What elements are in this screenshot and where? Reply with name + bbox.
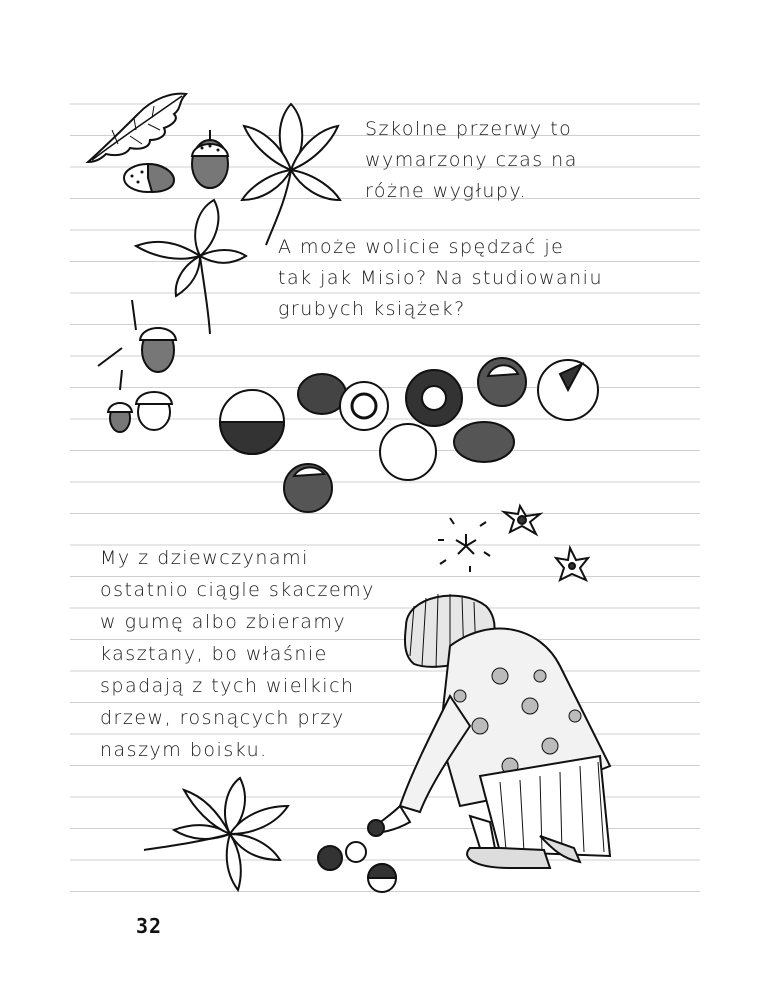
paragraph-misio: [278, 232, 603, 325]
text-line: Szkolne przerwy to: [365, 118, 573, 140]
text-line: spadają z tych wielkich: [100, 675, 355, 697]
text-line: ostatnio ciągle skaczemy: [100, 579, 375, 601]
page-number: 32: [136, 914, 163, 938]
text-line: My z dziewczynami: [100, 547, 309, 569]
text-line: A może wolicie spędzać je: [278, 236, 565, 258]
text-line: tak jak Misio? Na studiowaniu: [278, 267, 603, 289]
text-line: grubych książek?: [278, 298, 466, 320]
acorns-icon: [118, 126, 238, 206]
text-line: drzew, rosnących przy: [100, 707, 345, 729]
text-line: różne wygłupy.: [365, 180, 528, 202]
stars-icon: [430, 496, 600, 596]
chestnuts-icon: [212, 356, 612, 516]
text-line: naszym boisku.: [100, 739, 268, 761]
text-line: kasztany, bo właśnie: [100, 643, 328, 665]
paragraph-chestnuts: [100, 542, 375, 766]
acorns-icon: [92, 300, 192, 440]
paragraph-school-breaks: [365, 114, 578, 207]
text-line: w gumę albo zbieramy: [100, 611, 347, 633]
chestnut-leaf-icon: [236, 100, 346, 250]
chestnut-leaf-icon: [140, 774, 300, 894]
text-line: wymarzony czas na: [365, 149, 578, 171]
